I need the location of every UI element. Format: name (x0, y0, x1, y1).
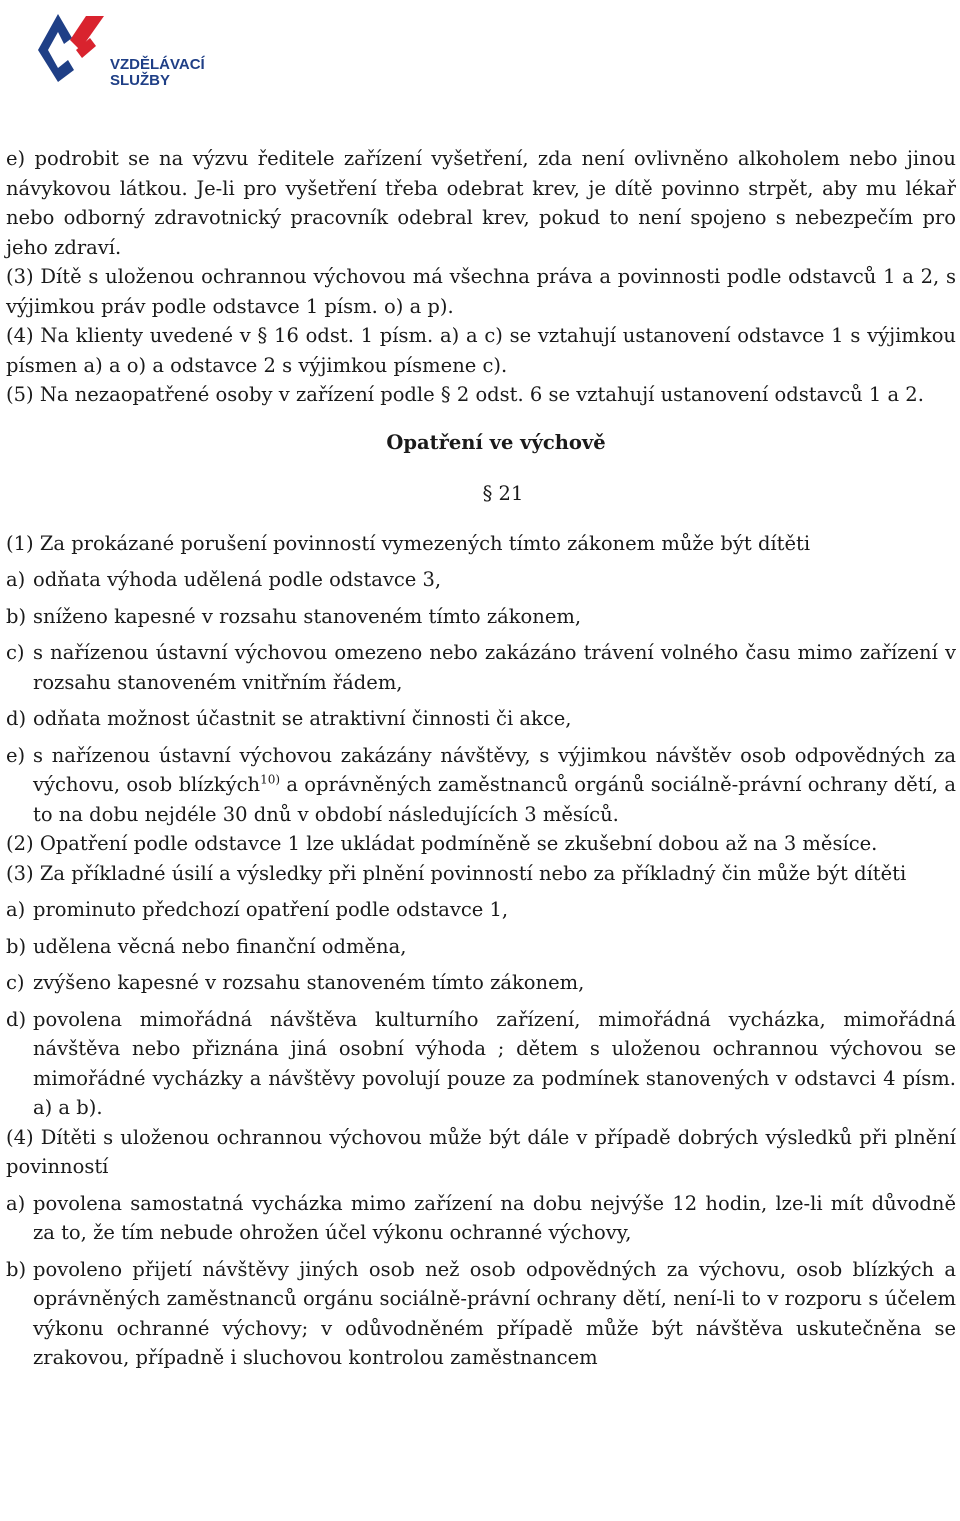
paragraph-3: (3) Dítě s uloženou ochrannou výchovou má všechna práva a povinnosti podle odstavců 1 a 2, s výjimkou práv podle odstavce 1 písm. o) a p). (6, 265, 956, 318)
list-item: c) zvýšeno kapesné v rozsahu stanoveném tímto zákonem, (6, 971, 585, 994)
list-item: a) prominuto předchozí opatření podle odstavce 1, (6, 898, 509, 921)
paragraph-4: (4) Na klienty uvedené v § 16 odst. 1 písm. a) a c) se vztahují ustanovení odstavce 1 s výjimkou písmen a) a o) a odstavce 2 s výjimkou písmene c). (6, 324, 956, 377)
list-item: b) sníženo kapesné v rozsahu stanoveném tímto zákonem, (6, 604, 582, 628)
section-number: § 21 (482, 482, 524, 505)
list-item: d) povolena mimořádná návštěva kulturního zařízení, mimořádná vycházka, mimořádná návštěva nebo přiznána jiná osobní výhoda ; dětem s uloženou ochrannou výchovou se mimořádné vycházky a návštěvy povolují pouze za podmínek stanovených v odstavci 4 písm. a) a b). (6, 1007, 956, 1119)
footnote-ref: 10) (260, 772, 281, 787)
list-item: b) povoleno přijetí návštěvy jiných osob než osob odpovědných za výchovu, osob blízkých a oprávněných zaměstnanců orgánu sociálně-právní ochrany dětí, není-li to v rozporu s účelem výkonu ochranné výchovy; v odůvodněném případě může být návštěva uskutečněna se zrakovou, případně i sluchovou kontrolou zaměstnancem (6, 1257, 956, 1369)
list-item: e) s nařízenou ústavní výchovou zakázány návštěvy, s výjimkou návštěv osob odpovědných za výchovu, osob blízkých$^{10)}$ a oprávněných zaměstnanců orgánů sociálně-právní ochrany dětí, a to na dobu nejdéle 30 dnů v období následujících 3 měsíců. (6, 743, 957, 826)
s1-intro: (1) Za prokázané porušení povinností vymezených tímto zákonem může být dítěti (6, 531, 811, 555)
section-heading: Opatření ve výchově (386, 430, 606, 454)
document-body (6, 144, 956, 1373)
paragraph-5: (5) Na nezaopatřené osoby v zařízení podle § 2 odst. 6 se vztahují ustanovení odstavců 1 a 2. (6, 383, 924, 406)
list-item: c) s nařízenou ústavní výchovou omezeno nebo zakázáno trávení volného času mimo zařízení v rozsahu stanoveném vnitřním řádem, (6, 641, 956, 694)
logo-line-2: SLUŽBY (110, 72, 170, 89)
logo-line-1: VZDĚLÁVACÍ (110, 56, 205, 73)
paragraph-e-intro: e) podrobit se na výzvu ředitele zařízení vyšetření, zda není ovlivněno alkoholem nebo jinou návykovou látkou. Je-li pro vyšetření třeba odebrat krev, je dítě povinno strpět, aby mu lékař nebo odborný zdravotnický pracovník odebral krev, pokud to není spojeno s nebezpečím pro jeho zdraví. (6, 147, 956, 259)
s3-intro: (3) Za příkladné úsilí a výsledky při plnění povinností nebo za příkladný čin může být dítěti (6, 861, 907, 885)
logo-text (110, 57, 205, 89)
list-item: a) povolena samostatná vycházka mimo zařízení na dobu nejvýše 12 hodin, lze-li mít důvodně za to, že tím nebude ohrožen účel výkonu ochranné výchovy, (6, 1191, 956, 1244)
list-item: b) udělena věcná nebo finanční odměna, (6, 934, 407, 958)
list-item: a) odňata výhoda udělená podle odstavce 3, (6, 568, 442, 591)
s2-paragraph: (2) Opatření podle odstavce 1 lze ukládat podmíněně se zkušební dobou až na 3 měsíce. (6, 832, 878, 855)
vzdelavaci-sluzby-logo (34, 10, 205, 90)
s4-intro: (4) Dítěti s uloženou ochrannou výchovou může být dále v případě dobrých výsledků při plnění povinností (6, 1125, 956, 1178)
list-item: d) odňata možnost účastnit se atraktivní činnosti či akce, (6, 707, 572, 730)
